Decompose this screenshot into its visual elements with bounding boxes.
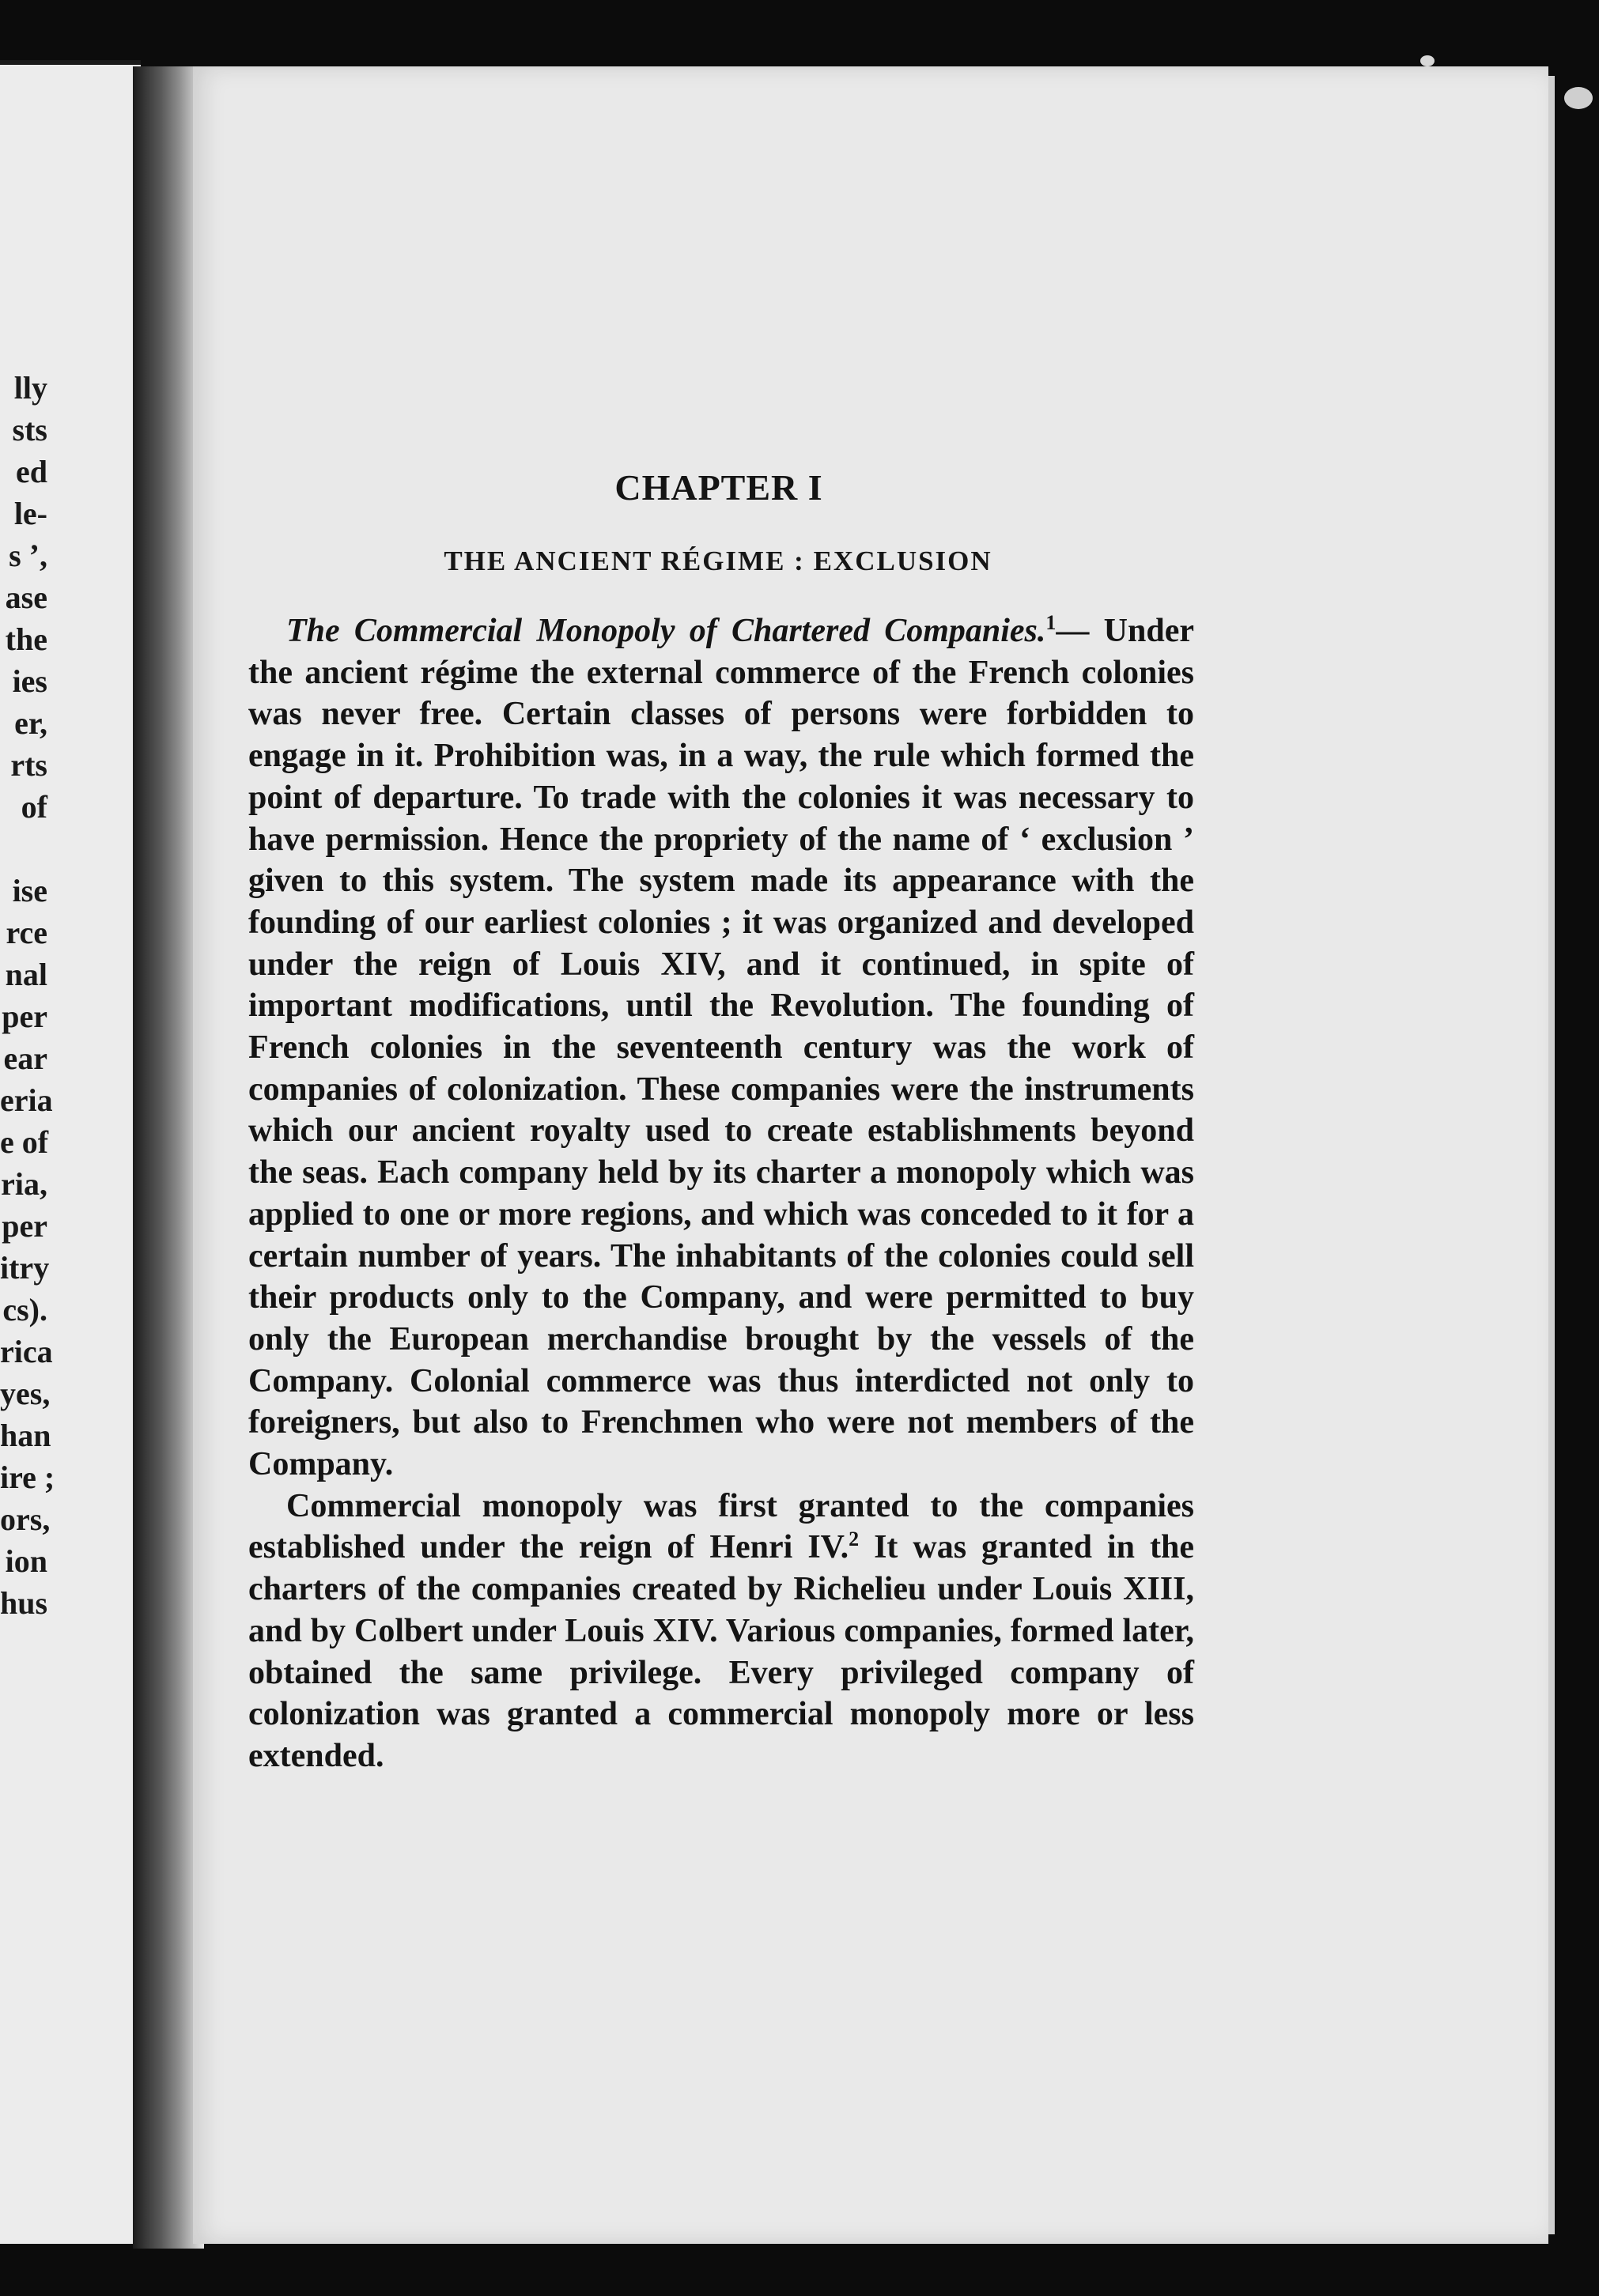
previous-page-line: han xyxy=(0,1418,51,1453)
previous-page-line: s ’, xyxy=(9,538,47,573)
previous-page-line: hus xyxy=(0,1585,48,1621)
paragraph-1 xyxy=(248,610,1194,1486)
previous-page-line: per xyxy=(2,999,47,1034)
chapter-body xyxy=(248,610,1194,1777)
previous-page-line: ire ; xyxy=(0,1460,55,1495)
paragraph-2 xyxy=(248,1486,1194,1777)
paragraph-2-text-b: It was granted in the charters of the companies created by Richelieu under Louis XIII, and by Colbert under Louis XIV. Various companies, formed later, obtained the same privilege. Every privileged company of colonization was granted a commercial monopoly more or less extended. xyxy=(248,1529,1194,1774)
previous-page-line: lly xyxy=(13,370,47,406)
previous-page-line: rts xyxy=(10,747,47,783)
previous-page-line: ion xyxy=(5,1543,47,1579)
previous-page-line: rce xyxy=(6,915,47,950)
paragraph-2-text-a: Commercial monopoly was first granted to the companies established under the reign of Henri IV. xyxy=(248,1487,1194,1566)
chapter-number: CHAPTER I xyxy=(614,467,823,508)
previous-page-line: ise xyxy=(12,873,47,908)
previous-page-line: rica xyxy=(0,1334,53,1369)
previous-page-line: eria xyxy=(0,1082,53,1118)
previous-page-line: nal xyxy=(5,957,47,992)
section-heading: The Commercial Monopoly of Chartered Companies. xyxy=(286,613,1046,649)
previous-page-line: ies xyxy=(12,663,47,699)
previous-page-line: of xyxy=(21,789,47,825)
chapter-title: THE ANCIENT RÉGIME : EXCLUSION xyxy=(444,546,992,576)
previous-page-line: e of xyxy=(0,1124,49,1160)
previous-page-line: le- xyxy=(13,496,47,531)
scan-speck xyxy=(1420,55,1435,66)
previous-page-line: sts xyxy=(12,412,47,447)
previous-page-line: er, xyxy=(14,705,47,741)
previous-page-line xyxy=(0,828,47,870)
previous-page-line: per xyxy=(2,1208,47,1244)
previous-page-line: itry xyxy=(0,1250,50,1286)
previous-page-line: the xyxy=(5,621,47,657)
previous-page-line: ors, xyxy=(0,1501,51,1537)
footnote-marker-2: 2 xyxy=(849,1528,860,1551)
previous-page-text xyxy=(0,367,55,1624)
previous-page-line: ed xyxy=(16,454,47,489)
previous-page xyxy=(0,60,141,2244)
footnote-marker-1: 1 xyxy=(1045,611,1057,634)
previous-page-line: ase xyxy=(5,580,47,615)
scan-speck xyxy=(1564,87,1593,109)
previous-page-line: ear xyxy=(3,1040,47,1076)
page-edge xyxy=(1548,76,1555,2234)
previous-page-line: ria, xyxy=(1,1166,47,1202)
previous-page-line: yes, xyxy=(0,1376,51,1411)
paragraph-1-text: Under the ancient régime the external commerce of the French colonies was never free. Certain classes of persons were forbidden to engage in it. Prohibition was, in a way, the rule which formed the point of departure. To trade with the colonies it was necessary to have permission. Hence the propriety of the name of ‘ exclusion ’ given to this system. The system made its appearance with the founding of our earliest colonies ; it was organized and developed under the reign of Louis XIV, and it continued, in spite of important modifications, until the Revolution. The founding of French colonies in the seventeenth century was the work of companies of colonization. These companies were the instruments which our ancient royalty used to create establishments beyond the seas. Each company held by its charter a monopoly which was applied to one or more regions, and which was conceded to it for a certain number of years. The inhabitants of the colonies could sell their products only to the Company, and were permitted to buy only the European merchandise brought by the vessels of the Company. Colonial commerce was thus interdicted not only to foreigners, but also to Frenchmen who were not members of the Company. xyxy=(248,613,1195,1483)
previous-page-line: cs). xyxy=(2,1292,47,1327)
heading-dash: — xyxy=(1056,613,1090,649)
